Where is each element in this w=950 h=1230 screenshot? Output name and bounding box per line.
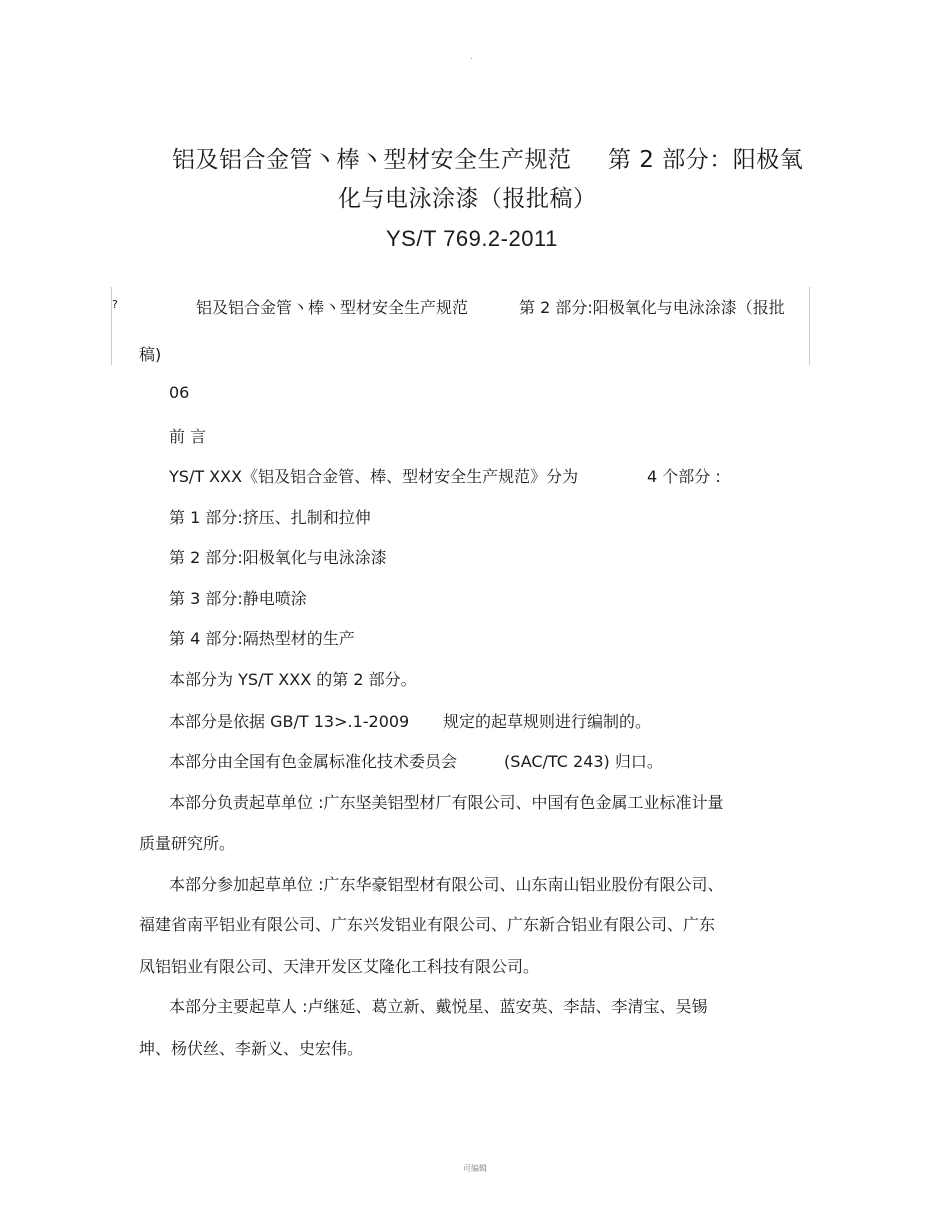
paragraph-6-line1: 本部分参加起草单位 :广东华豪铝型材有限公司、山东南山铝业股份有限公司、 [169, 875, 724, 894]
paragraph-4a: 本部分由全国有色金属标准化技术委员会 [169, 752, 458, 771]
paragraph-3a: 本部分是依据 GB/T 13>.1-2009 [169, 712, 410, 731]
paragraph-4b: (SAC/TC 243) 归口。 [504, 752, 663, 771]
list-item-part2: 第 2 部分:阳极氧化与电泳涂漆 [169, 548, 387, 567]
paragraph-7-line1: 本部分主要起草人 :卢继延、葛立新、戴悦星、蓝安英、李喆、李清宝、吴锡 [169, 997, 708, 1016]
list-item-part1: 第 1 部分:挤压、扎制和拉伸 [169, 508, 371, 527]
box-line1-b: 第 2 部分:阳极氧化与电泳涂漆（报批 [519, 298, 785, 317]
header-mark: . [470, 52, 473, 62]
paragraph-2: 本部分为 YS/T XXX 的第 2 部分。 [169, 670, 417, 689]
box-marker: ? [112, 298, 118, 311]
paragraph-6-line2: 福建省南平铝业有限公司、广东兴发铝业有限公司、广东新合铝业有限公司、广东 [139, 915, 716, 934]
paragraph-1b: 4 个部分 : [647, 467, 721, 486]
paragraph-5-line2: 质量研究所。 [139, 834, 236, 853]
list-item-part4: 第 4 部分:隔热型材的生产 [169, 629, 355, 648]
title-line2: 化与电泳涂漆（报批稿） [338, 186, 597, 212]
paragraph-7-line2: 坤、杨伏丝、李新义、史宏伟。 [139, 1039, 364, 1058]
paragraph-1a: YS/T XXX《铝及铝合金管、棒、型材安全生产规范》分为 [169, 467, 579, 486]
title-line1-right: 第 2 部分：阳极氧 [608, 147, 804, 173]
page-footer: 可编辑 [463, 1164, 487, 1173]
box-line2: 稿) [139, 345, 162, 364]
box-right-border [809, 287, 810, 365]
list-item-part3: 第 3 部分:静电喷涂 [169, 589, 307, 608]
title-line1-left: 铝及铝合金管丶棒丶型材安全生产规范 [172, 147, 572, 173]
box-line1-a: 铝及铝合金管丶棒丶型材安全生产规范 [196, 298, 469, 317]
preface-heading: 前 言 [169, 427, 207, 446]
paragraph-3b: 规定的起草规则进行编制的。 [443, 712, 652, 731]
standard-number: YS/T 769.2-2011 [386, 226, 558, 251]
paragraph-5-line1: 本部分负责起草单位 :广东坚美铝型材厂有限公司、中国有色金属工业标准计量 [169, 793, 724, 812]
paragraph-6-line3: 凤铝铝业有限公司、天津开发区艾隆化工科技有限公司。 [139, 957, 540, 976]
section-number: 06 [169, 383, 190, 402]
